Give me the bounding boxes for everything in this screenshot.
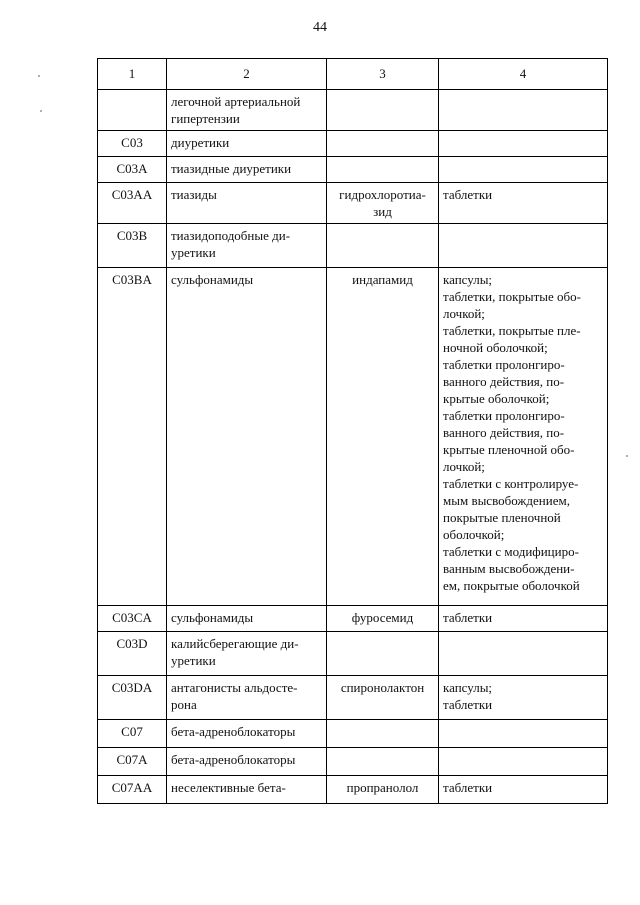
table-row (98, 676, 608, 720)
atc-code-cell: C03D (98, 632, 167, 676)
table-row (98, 720, 608, 748)
table-row (98, 632, 608, 676)
drug-cell (327, 90, 439, 131)
group-cell: бета-адреноблокаторы (167, 748, 327, 776)
table-row (98, 183, 608, 224)
table-row (98, 776, 608, 804)
column-header-1: 1 (98, 59, 167, 90)
table-row (98, 268, 608, 606)
drug-cell (327, 131, 439, 157)
atc-code-cell: C03BA (98, 268, 167, 606)
drug-cell (327, 632, 439, 676)
atc-code-cell: C07A (98, 748, 167, 776)
drug-cell: гидрохлоротиа- зид (327, 183, 439, 224)
group-cell: сульфонамиды (167, 268, 327, 606)
table-row (98, 606, 608, 632)
scan-speck (38, 75, 40, 77)
group-cell: тиазиды (167, 183, 327, 224)
drug-table (97, 58, 608, 804)
atc-code-cell: C03AA (98, 183, 167, 224)
form-cell: капсулы; таблетки, покрытые обо- лочкой; таблетки, покрытые пле- ночной оболочкой; таблетки пролонгиро- ванного действия, по- крытые оболочкой; таблетки пролонгиро- ванного действия, по- крытые пленочной обо- лочкой; таблетки с контролируе- мым высвобождением, покрытые пленочной оболочкой; таблетки с модифициро- ванным высвобождени- ем, покрытые оболочкой (439, 268, 608, 606)
atc-code-cell: C03A (98, 157, 167, 183)
atc-code-cell: C03DA (98, 676, 167, 720)
drug-cell (327, 224, 439, 268)
form-cell (439, 157, 608, 183)
form-cell: таблетки (439, 183, 608, 224)
table-row (98, 157, 608, 183)
group-cell: калийсберегающие ди- уретики (167, 632, 327, 676)
drug-cell: индапамид (327, 268, 439, 606)
column-header-2: 2 (167, 59, 327, 90)
form-cell (439, 632, 608, 676)
table-row (98, 131, 608, 157)
drug-cell: спиронолактон (327, 676, 439, 720)
group-cell: тиазидоподобные ди- уретики (167, 224, 327, 268)
drug-cell (327, 720, 439, 748)
group-cell: антагонисты альдосте- рона (167, 676, 327, 720)
atc-code-cell: C03B (98, 224, 167, 268)
form-cell: таблетки (439, 776, 608, 804)
table-row (98, 748, 608, 776)
drug-cell: пропранолол (327, 776, 439, 804)
atc-code-cell: C03 (98, 131, 167, 157)
form-cell (439, 748, 608, 776)
table-row (98, 224, 608, 268)
form-cell (439, 720, 608, 748)
group-cell: тиазидные диуретики (167, 157, 327, 183)
column-header-3: 3 (327, 59, 439, 90)
atc-code-cell (98, 90, 167, 131)
group-cell: бета-адреноблокаторы (167, 720, 327, 748)
group-cell: сульфонамиды (167, 606, 327, 632)
group-cell: неселективные бета- (167, 776, 327, 804)
group-cell: диуретики (167, 131, 327, 157)
atc-code-cell: C07AA (98, 776, 167, 804)
table-row (98, 90, 608, 131)
page-number: 44 (313, 20, 327, 35)
scan-speck (626, 455, 628, 457)
atc-code-cell: C03CA (98, 606, 167, 632)
atc-code-cell: C07 (98, 720, 167, 748)
drug-cell (327, 157, 439, 183)
form-cell: таблетки (439, 606, 608, 632)
form-cell: капсулы; таблетки (439, 676, 608, 720)
form-cell (439, 224, 608, 268)
group-cell: легочной артериальной гипертензии (167, 90, 327, 131)
column-header-4: 4 (439, 59, 608, 90)
scan-speck (40, 110, 42, 112)
drug-cell: фуросемид (327, 606, 439, 632)
form-cell (439, 90, 608, 131)
drug-cell (327, 748, 439, 776)
form-cell (439, 131, 608, 157)
header-row (98, 59, 608, 90)
